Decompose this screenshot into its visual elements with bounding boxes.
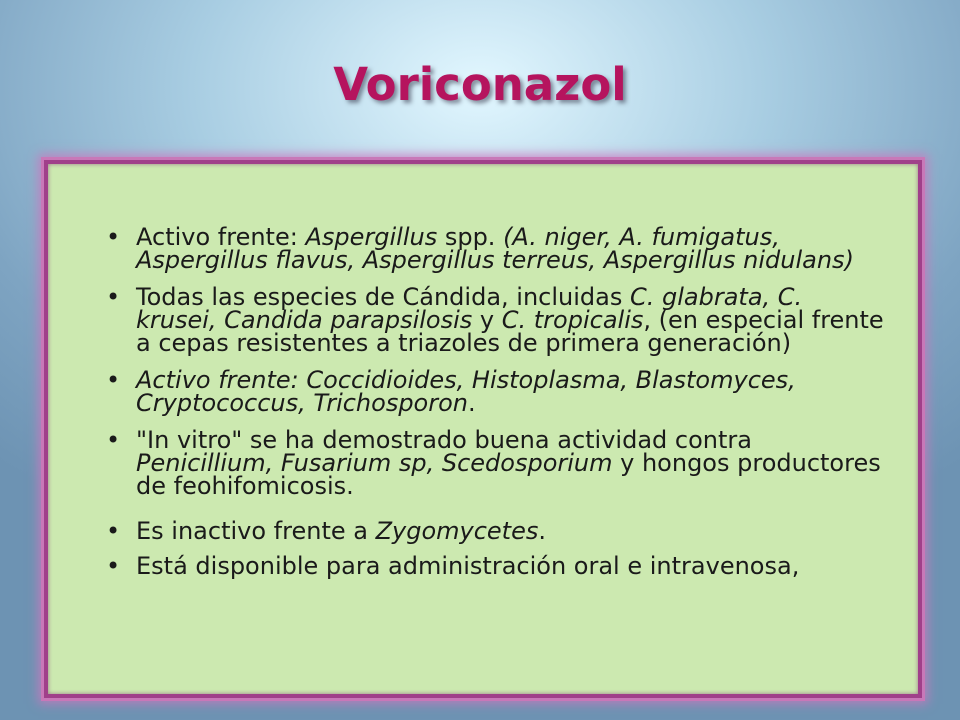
bullet-icon: • [106, 223, 121, 251]
text-italic: C. tropicalis [501, 306, 644, 334]
text: . [538, 517, 547, 545]
text: Es inactivo frente a [136, 517, 376, 545]
bullet-item-3 [98, 366, 888, 417]
text: . [468, 389, 476, 417]
bullet-icon: • [106, 552, 121, 580]
text-italic: Aspergillus [305, 223, 438, 251]
text: y [472, 306, 502, 334]
text: Activo frente: [136, 223, 306, 251]
bullet-icon: • [106, 426, 121, 454]
bullet-item-1 [98, 223, 888, 274]
bullet-item-5 [98, 517, 888, 545]
text-italic: Penicillium, Fusarium sp, Scedosporium [136, 449, 613, 477]
bullet-icon: • [106, 517, 121, 545]
bullet-icon: • [106, 283, 121, 311]
text-italic: (A. niger, A. fumigatus, Aspergillus flavus, Aspergillus terreus, Aspergillus nidulans) [136, 223, 854, 274]
text: y hongos productores de feohifomicosis. [136, 449, 881, 500]
text-italic: Zygomycetes [375, 517, 539, 545]
text: Está disponible para administración oral e intravenosa, [136, 552, 800, 580]
bullet-icon: • [106, 366, 121, 394]
text: , (en especial frente a cepas resistentes a triazoles de primera generación) [136, 306, 884, 357]
text: Todas las especies de Cándida, incluidas [136, 283, 630, 311]
text-italic: Activo frente: Coccidioides, Histoplasma, Blastomyces, Cryptococcus, Trichosporon [136, 366, 796, 417]
bullet-item-6 [98, 552, 888, 580]
text-italic: C. glabrata, C. krusei, Candida parapsilosis [136, 283, 803, 334]
bullet-list [98, 223, 888, 592]
slide-title: Voriconazol [333, 58, 627, 111]
text: spp. [437, 223, 504, 251]
content-box [44, 160, 922, 698]
bullet-item-2 [98, 283, 888, 357]
bullet-item-4 [98, 426, 888, 500]
text: "In vitro" se ha demostrado buena actividad contra [136, 426, 752, 454]
